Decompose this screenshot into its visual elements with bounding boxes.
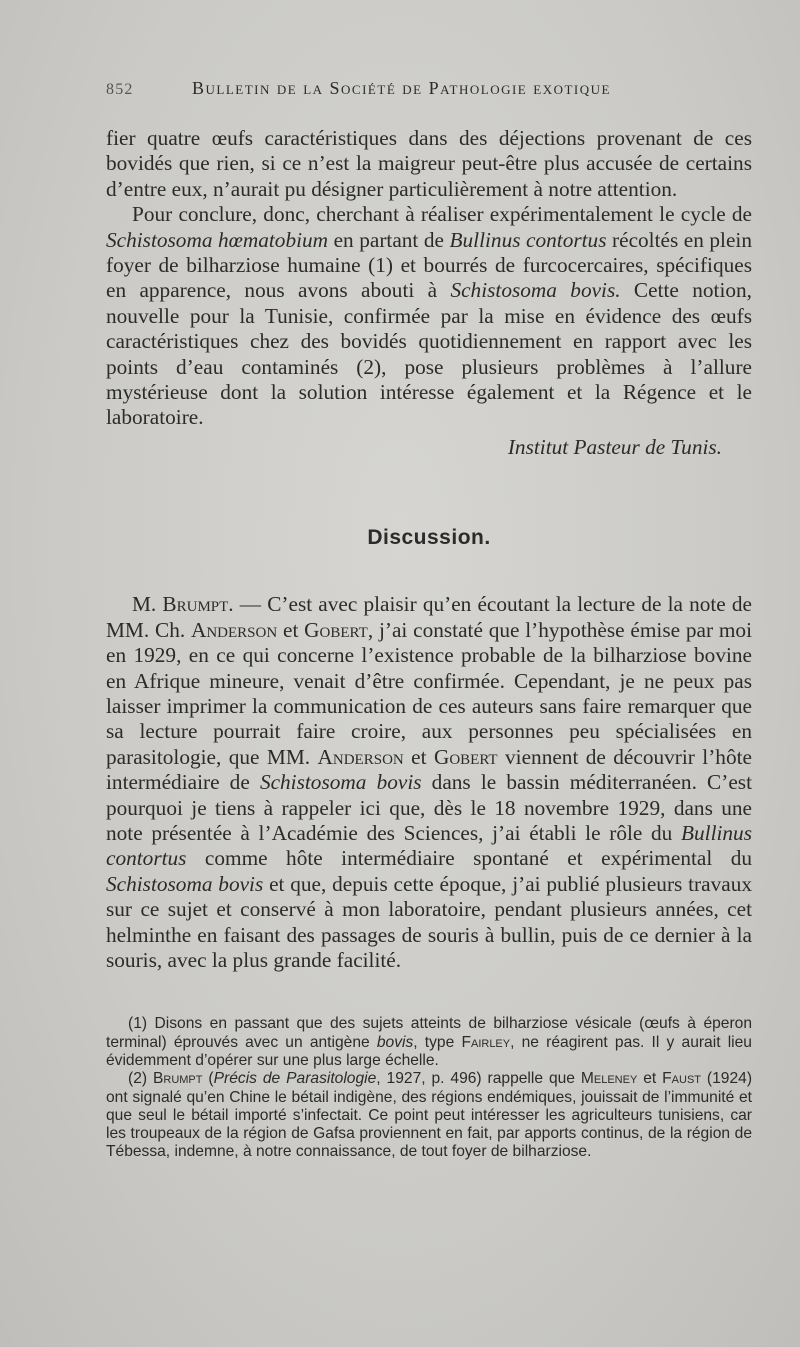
text-run: , type (413, 1033, 462, 1051)
conclusion-paragraph-2 (106, 202, 752, 431)
text-run: et que, depuis cette époque, j’ai publié plusieurs travaux sur ce sujet et conservé à mon laboratoire, pendant plusieurs années, cet helminthe en faisant des passages de souris à bullin, puis de ce dernier à la souris, avec la plus grande facilité. (106, 871, 753, 972)
text-run: , 1927, p. 496) rappelle que (376, 1070, 581, 1088)
text-run: récoltés en plein foyer de bilharziose humaine (1) et bourrés de furcocercaires, spécifiques en apparence, nous avons abouti à (106, 227, 752, 303)
species-name: Bullinus contortus (106, 820, 752, 871)
author-name: Fairley (461, 1033, 511, 1051)
species-name: Schistosoma bovis. (450, 278, 621, 303)
text-run: viennent de découvrir l’hôte intermédiaire de (106, 744, 752, 795)
text-run: Pour conclure, donc, cherchant à réaliser expérimentalement le cycle de (132, 202, 752, 227)
text-run: comme hôte intermédiaire spontané et expérimental du (186, 846, 752, 871)
book-title: Précis de Parasitologie (213, 1070, 377, 1088)
text-run: (1924) ont signalé qu’en Chine le bétail indigène, des régions endémiques, jouissait de l’immunité et que seul le bétail importé s’infectait. Ce point peut intéresser les agriculteurs tunisiens, car les troupeaux de la région de Gafsa proviennent en fait, par apports continus, de la région de Tébessa, indemne, à notre connaissance, de tout foyer de bilharziose. (106, 1070, 753, 1161)
text-run: et (277, 617, 305, 642)
text-run: — C’est avec plaisir qu’en écoutant la lecture de la note de MM. Ch. (106, 592, 753, 642)
species-name: Bullinus contortus (449, 227, 607, 252)
text-run: ( (202, 1070, 214, 1088)
species-name: bovis (376, 1033, 414, 1051)
discussion-paragraph (106, 592, 752, 973)
species-name: Schistosoma hœmatobium (106, 227, 329, 252)
text-run: (2) (128, 1070, 153, 1088)
author-name: Meleney (580, 1070, 638, 1088)
text-run: en partant de (328, 227, 450, 252)
text-run: , ne réagirent pas. Il y aurait lieu évidemment d’opérer sur une plus large échelle. (106, 1033, 752, 1069)
footnotes (106, 1015, 752, 1161)
text-run: et (637, 1070, 663, 1088)
footnote-2 (106, 1070, 752, 1161)
author-name: Anderson (317, 744, 404, 769)
page-header (106, 78, 752, 126)
species-name: Schistosoma bovis (259, 770, 422, 795)
author-name: Gobert (304, 617, 368, 642)
speaker-name: M. Brumpt. (132, 592, 234, 617)
author-name: Anderson (190, 617, 278, 642)
page-number: 852 (106, 81, 134, 98)
author-name: Brumpt (152, 1070, 203, 1088)
text-run: (1) Disons en passant que des sujets atteints de bilharziose vésicale (œufs à éperon terminal) éprouvés avec un antigène (106, 1015, 752, 1051)
footnote-1 (106, 1015, 752, 1070)
text-run: et (403, 744, 434, 769)
section-title: Discussion. (367, 526, 491, 550)
species-name: Schistosoma bovis (106, 871, 264, 896)
text-run: dans le bassin méditerranéen. C’est pourquoi je tiens à rappeler ici que, dès le 18 novembre 1929, dans une note présentée à l’Académie des Sciences, j’ai établi le rôle du (106, 770, 753, 845)
conclusion-paragraph-1: fier quatre œufs caractéristiques dans des déjections provenant de ces bovidés que rien, si ce n’est la maigreur peut-être plus accusée de certains d’entre eux, n’aurait pu désigner particulièrement à notre attention. (106, 126, 752, 201)
institution-signature: Institut Pasteur de Tunis. (507, 434, 722, 459)
author-name: Faust (662, 1070, 702, 1088)
text-run: , j’ai constaté que l’hypothèse émise par moi en 1929, en ce qui concerne l’existence probable de la bilharziose bovine en Afrique mineure, venait d’être confirmée. Cependant, je ne peux pas laisser imprimer la communication de ces auteurs sans faire remarquer que sa lecture pourrait faire croire, aux personnes peu spécialisées en parasitologie, que MM. (106, 617, 752, 769)
author-name: Gobert (433, 744, 498, 769)
text-run: Cette notion, nouvelle pour la Tunisie, confirmée par la mise en évidence des œufs caractéristiques chez des bovidés quotidiennement en rapport avec les points d’eau contaminés (2), pose plusieurs problèmes à l’allure mystérieuse dont la solution intéresse également et la Régence et le laboratoire. (106, 278, 752, 430)
running-title: Bulletin de la Société de Pathologie exotique (192, 78, 611, 98)
